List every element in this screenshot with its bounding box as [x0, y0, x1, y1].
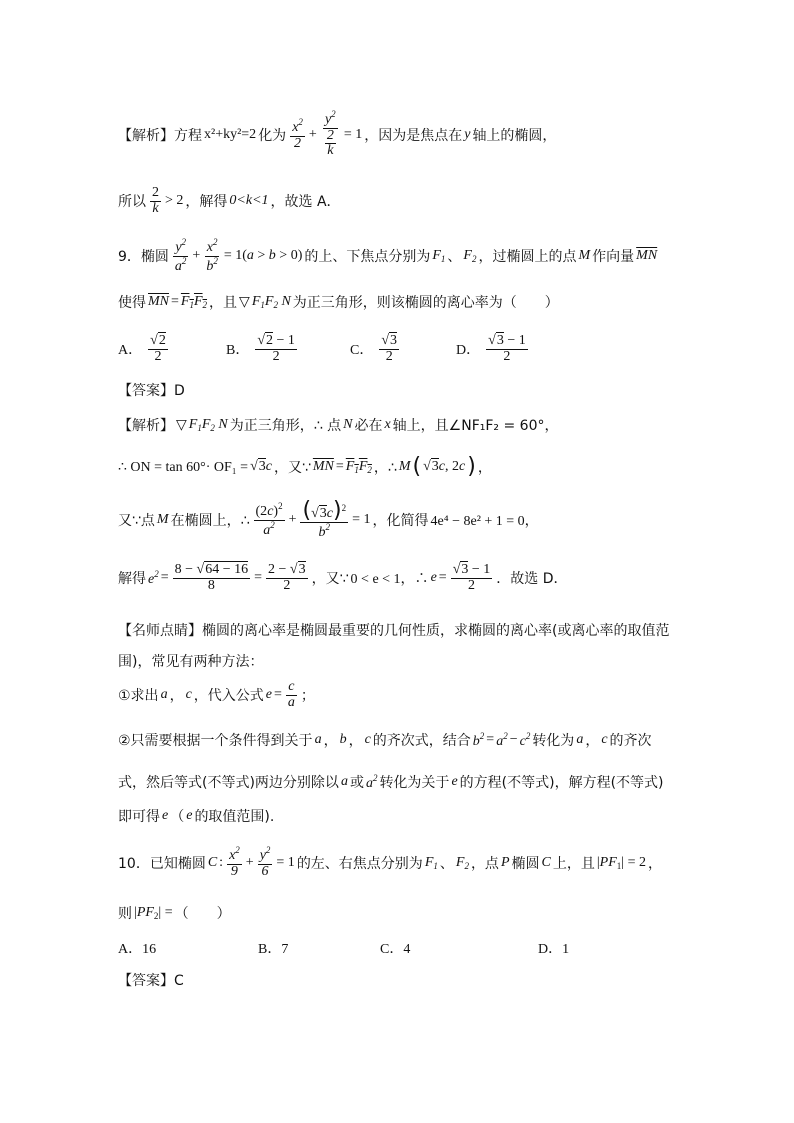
question-9-options	[118, 334, 530, 364]
solution-line-2: 所以 $\frac{2}{k}$ > 2 ，解得 0<k<1 ，故选 A．	[118, 185, 341, 216]
question-number: 10．已知椭圆	[118, 855, 206, 872]
fraction: $\frac{x^2}{2}$	[292, 116, 303, 151]
option-c[interactable]: C． $\frac{√3}{2}$	[350, 333, 398, 364]
option-a[interactable]: A．16	[118, 942, 157, 957]
solution-9-line-4: 解得 $e^2$ = $\frac{8 - √64 - 16}{8}$ = $\frac{2 - √3}{2}$ ，又∵ 0 < e < 1，∴ e = $\frac{√3 - 1}{2}$ ．故选 D．	[118, 562, 568, 593]
answer-9: 【答案】D	[118, 383, 185, 399]
option-d[interactable]: D． $\frac{√3 - 1}{2}$	[456, 333, 526, 364]
text: 作向量	[592, 249, 635, 266]
question-10-options	[118, 938, 569, 958]
tip-line-3: ①求出 a ， c ，代入公式 e = $\frac{c}{a}$ ；	[118, 679, 315, 710]
text: ，过椭圆上的点	[478, 249, 577, 266]
equation: x²+ky²=2	[204, 126, 257, 142]
tip-line-2: 围)，常见有两种方法：	[118, 654, 264, 670]
answer-10: 【答案】C	[118, 973, 184, 989]
inequality: 0<k<1	[229, 193, 269, 209]
text: 【解析】方程	[118, 127, 202, 144]
text: ，故选 A．	[270, 194, 341, 211]
question-9-line-2: 使得 $\overline{MN}$ = $F_1F_2$ ，且 ▽ $F_1F_2$ N 为正三角形，则该椭圆的离心率为（ ）	[118, 294, 559, 311]
solution-line-1: 【解析】方程 x²+ky²=2 化为 $\frac{x^2}{2}$ + $\frac{y^2}{\frac{2}{k}}$ = 1 ，因为是焦点在 y 轴上的椭圆，	[118, 109, 557, 159]
solution-9-line-1: 【解析】 ▽ $F_1F_2$ N 为正三角形，∴ 点 N 必在 x 轴上，且∠NF₁F₂ = 60°，	[118, 417, 559, 434]
question-10-line-2: 则 $|PF_2|$ = （ ）	[118, 905, 231, 922]
text: ，因为是焦点在	[364, 127, 463, 144]
question-number: 9．椭圆	[118, 249, 169, 266]
option-d[interactable]: D．1	[538, 942, 570, 957]
text: ，解得	[185, 194, 228, 211]
option-b[interactable]: B． $\frac{√2 - 1}{2}$	[226, 333, 295, 364]
solution-9-line-2: ∴ ON = tan 60°· OF₁ = √3c ，又∵ $\overline{MN}$ = $F_1F_2$ ，∴ M ( √3c, 2c ) ，	[118, 454, 492, 479]
text: ，且	[209, 295, 238, 311]
question-9-line-1: 9．椭圆 $\frac{y^2}{a^2}$ + $\frac{x^2}{b^2}$ = 1(a > b > 0) 的上、下焦点分别为 $F_1$ 、 $F_2$ ，过椭圆上的点 M 作向量 $\overline{MN}$	[118, 237, 658, 274]
text: 的上、下焦点分别为	[304, 249, 431, 266]
fraction: $\frac{y^2}{\frac{2}{k}}$	[324, 109, 336, 159]
solution-9-line-3: 又∵点 M 在椭圆上，∴ $\frac{(2c)^2}{a^2}$ + $\frac{(√3c)^2}{b^2}$ = 1 ，化简得 4e⁴ − 8e² + 1 = 0，	[118, 498, 539, 540]
tip-line-1: 【名师点睛】椭圆的离心率是椭圆最重要的几何性质，求椭圆的离心率(或离心率的取值范	[118, 623, 670, 639]
tip-line-6: 即可得 e （ e 的取值范围).	[118, 808, 275, 825]
text: 使得	[118, 295, 146, 311]
question-10-line-1: 10．已知椭圆 C : $\frac{x^2}{9}$ + $\frac{y^2}{6}$ = 1 的左、右焦点分别为 $F_1$ 、 $F_2$ ，点 P 椭圆 C 上，且 $|PF_1| = 2$ ，	[118, 845, 662, 879]
option-a[interactable]: A． $\frac{√2}{2}$	[118, 333, 166, 364]
tip-line-4: ②只需要根据一个条件得到关于 a ， b ， c 的齐次式，结合 $b^2$ = $a^2$ − $c^2$ 转化为 a ， c 的齐次	[118, 730, 652, 749]
text: 轴上的椭圆，	[472, 127, 557, 144]
text: 化为	[258, 127, 287, 144]
tip-line-5: 式，然后等式(不等式)两边分别除以 a 或 $a^2$ 转化为关于 e 的方程(不等式)，解方程(不等式)	[118, 772, 664, 791]
fraction: $\frac{2}{k}$	[152, 185, 159, 216]
option-b[interactable]: B．7	[258, 942, 289, 957]
option-c[interactable]: C．4	[380, 942, 411, 957]
text: 为正三角形，则该椭圆的离心率为（ ）	[292, 295, 559, 311]
text: 所以	[118, 194, 146, 211]
